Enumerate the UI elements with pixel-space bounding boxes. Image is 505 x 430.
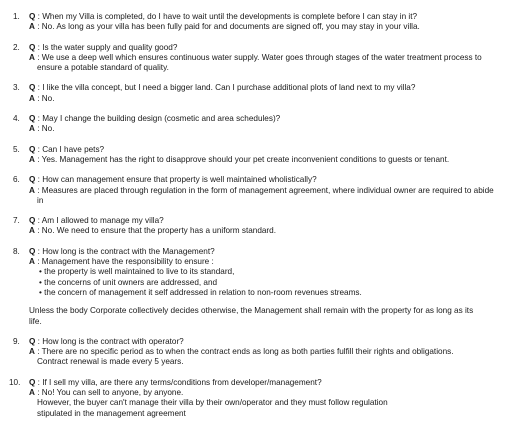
faq-question: : Is the water supply and quality good? (37, 42, 178, 52)
faq-number: 9. (13, 336, 20, 346)
faq-answer: : No. (37, 93, 55, 103)
faq-answer: : We use a deep well which ensures continuous water supply. Water goes through stages of the water treatment process to ensure a potable standard of quality. (37, 52, 482, 73)
a-label: A (29, 93, 35, 103)
q-label: Q (29, 175, 36, 185)
faq-number: 2. (13, 42, 20, 52)
a-label: A (29, 22, 35, 32)
faq-question: : May I change the building design (cosmetic and area schedules)? (37, 114, 281, 124)
q-label: Q (29, 83, 36, 93)
faq-answer: : There are no specific period as to when the contract ends as long as both parties fulfill their rights and obligations. Contract renewal is made every 5 years. (37, 347, 454, 367)
faq-answer: : No. As long as your villa has been fully paid for and documents are signed off, you may stay in your villa. (37, 22, 420, 32)
a-label: A (29, 347, 35, 357)
a-label: A (29, 257, 35, 267)
answer-continuation: stipulated in the management agreement (37, 408, 186, 418)
faq-item-3 (9, 83, 503, 104)
faq-question: : If I sell my villa, are there any terms/conditions from developer/management? (37, 377, 322, 387)
faq-document (9, 12, 503, 419)
a-label: A (29, 185, 35, 195)
faq-question: : How long is the contract with operator? (37, 336, 184, 346)
faq-number: 3. (13, 83, 20, 93)
faq-item-6 (9, 175, 503, 206)
faq-item-10 (9, 378, 503, 419)
a-label: A (29, 154, 35, 164)
faq-number: 4. (13, 114, 20, 124)
faq-number: 6. (13, 175, 20, 185)
faq-question: : How long is the contract with the Management? (37, 246, 215, 256)
faq-answer: : No. (37, 124, 55, 134)
faq-answer: : No. We need to ensure that the property has a uniform standard. (37, 226, 276, 236)
faq-note: Unless the body Corporate collectively decides otherwise, the Management shall remain with the property for as long as its life. (29, 306, 474, 326)
faq-number: 8. (13, 246, 20, 256)
faq-question: : I like the villa concept, but I need a bigger land. Can I purchase additional plots of land next to my villa? (37, 83, 416, 93)
faq-item-4 (9, 114, 503, 135)
q-label: Q (29, 12, 36, 21)
faq-answer: : Management have the responsibility to ensure : (37, 257, 214, 267)
bullet-item: • the concerns of unit owners are addressed, and (39, 277, 218, 287)
a-label: A (29, 226, 35, 236)
a-label: A (29, 52, 35, 62)
faq-question: : Can I have pets? (37, 144, 105, 154)
faq-question: : How can management ensure that property is well maintained wholistically? (37, 175, 317, 185)
faq-question: : When my Villa is completed, do I have to wait until the developments is complete before I can stay in it? (37, 12, 418, 21)
q-label: Q (29, 246, 36, 256)
bullet-item: • the concern of management it self addressed in relation to non-room revenues streams. (39, 287, 362, 297)
bullet-item: • the property is well maintained to live to its standard, (39, 267, 235, 277)
faq-answer: : Measures are placed through regulation in the form of management agreement, where individual owner are required to abide in (37, 185, 494, 205)
faq-item-1 (9, 12, 503, 33)
faq-number: 7. (13, 216, 20, 226)
q-label: Q (29, 216, 36, 226)
q-label: Q (29, 42, 36, 52)
faq-answer: : No! You can sell to anyone, by anyone. (37, 388, 184, 398)
a-label: A (29, 124, 35, 134)
faq-question: : Am I allowed to manage my villa? (37, 216, 164, 226)
faq-item-5 (9, 145, 503, 166)
q-label: Q (29, 336, 36, 346)
faq-item-9 (9, 337, 503, 368)
q-label: Q (29, 144, 36, 154)
a-label: A (29, 388, 35, 398)
faq-item-7 (9, 216, 503, 237)
faq-item-8 (9, 247, 503, 298)
q-label: Q (29, 114, 36, 124)
answer-continuation: However, the buyer can't manage their villa by their own/operator and they must follow regulation (37, 398, 388, 408)
faq-answer: : Yes. Management has the right to disapprove should your pet create inconvenient conditions to guests or tenant. (37, 154, 450, 164)
q-label: Q (29, 377, 36, 387)
faq-number: 5. (13, 144, 20, 154)
faq-item-2 (9, 43, 503, 74)
faq-number: 10. (9, 377, 21, 387)
faq-number: 1. (13, 12, 20, 21)
